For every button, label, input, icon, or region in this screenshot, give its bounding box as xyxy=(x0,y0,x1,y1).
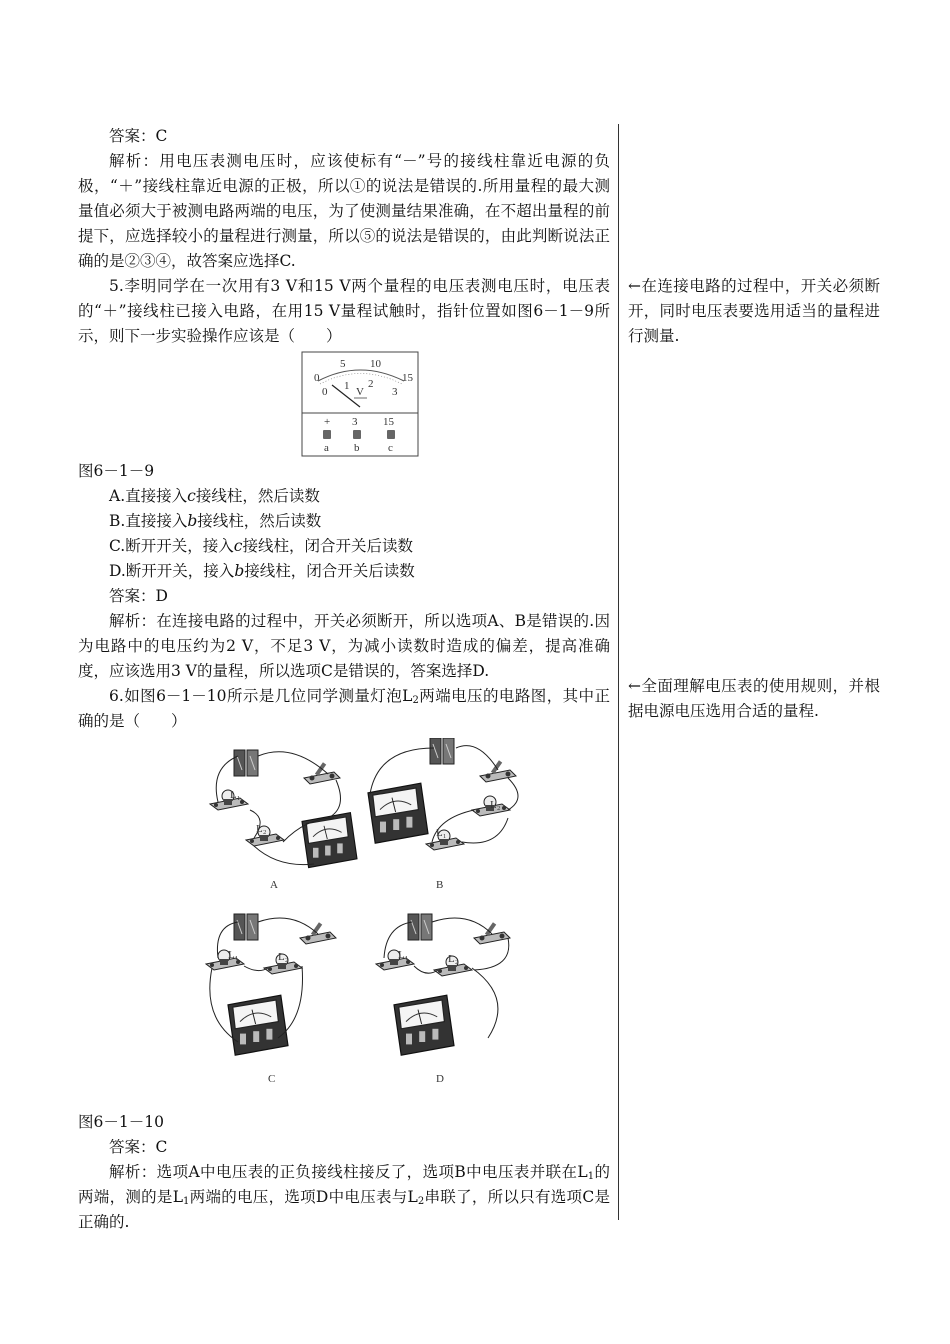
voltmeter-diagram xyxy=(78,351,610,459)
q5-option-d: D.断开开关，接入b接线柱，闭合开关后读数 xyxy=(109,562,415,580)
scale-bottom-0: 0 xyxy=(322,386,328,398)
q4-analysis: 解析：用电压表测电压时，应该使标有“－”号的接线柱靠近电源的负极，“＋”接线柱靠近电源的正极，所以①的说法是错误的.所用量程的最大测量值必须大于被测电路两端的电压，为了使测量结果准确，在不超出量程的前提下，应选择较小的量程进行测量，所以⑤的说法是错误的，由此判断说法正确的是②③④，故答案应选择C. xyxy=(78,152,610,270)
svg-text:L₁: L₁ xyxy=(398,949,409,961)
scale-bottom-2: 2 xyxy=(368,378,374,390)
terminal-a: a xyxy=(324,442,329,454)
panel-label-a: A xyxy=(270,879,278,891)
scale-top-15: 15 xyxy=(402,372,413,384)
svg-text:L₁: L₁ xyxy=(436,827,447,839)
q5-answer: 答案：D xyxy=(109,587,168,605)
scale-top-5: 5 xyxy=(340,358,346,370)
terminal-3: 3 xyxy=(352,416,358,428)
q5-option-b: B.直接接入b接线柱，然后读数 xyxy=(109,512,322,530)
svg-text:L₂: L₂ xyxy=(448,953,459,965)
panel-d xyxy=(376,914,510,1085)
panel-label-d: D xyxy=(436,1073,444,1085)
q5-option-c: C.断开开关，接入c接线柱，闭合开关后读数 xyxy=(109,537,413,555)
column-divider xyxy=(618,124,619,1220)
q5-analysis: 解析：在连接电路的过程中，开关必须断开，所以选项A、B是错误的.因为电路中的电压约为2 V，不足3 V，为减小读数时造成的偏差，提高准确度，应该选用3 V的量程，所以选项C是错误的，答案选择D. xyxy=(78,612,610,680)
terminal-b: b xyxy=(354,442,360,454)
svg-text:L₁: L₁ xyxy=(230,789,241,801)
panel-label-b: B xyxy=(436,879,444,891)
q6-side-note: ←全面理解电压表的使用规则，并根据电源电压选用合适的量程. xyxy=(628,677,880,720)
figure-6-1-10 xyxy=(78,738,610,1110)
panel-b xyxy=(368,738,518,891)
q5-stem: 5.李明同学在一次用有3 V和15 V两个量程的电压表测电压时，电压表的“＋”接线柱已接入电路，在用15 V量程试触时，指针位置如图6－1－9所示，则下一步实验操作应该是（ ） xyxy=(78,277,610,345)
terminal-c: c xyxy=(388,442,393,454)
terminal-plus: + xyxy=(324,416,331,428)
scale-top-10: 10 xyxy=(370,358,381,370)
q6-answer: 答案：C xyxy=(109,1138,168,1156)
svg-text:L₂: L₂ xyxy=(256,823,267,835)
svg-text:L₂: L₂ xyxy=(490,799,501,811)
panel-label-c: C xyxy=(268,1073,276,1085)
scale-bottom-3: 3 xyxy=(392,386,398,398)
svg-text:L₂: L₂ xyxy=(278,951,289,963)
svg-text:L₁: L₁ xyxy=(228,949,239,961)
q4-answer: 答案：C xyxy=(109,127,168,145)
figure-6-1-9-caption: 图6－1－9 xyxy=(78,462,155,480)
unit-label: V xyxy=(356,386,364,398)
panel-a xyxy=(210,750,357,891)
terminal-15: 15 xyxy=(383,416,394,428)
q6-analysis: 解析：选项A中电压表的正负接线柱接反了，选项B中电压表并联在$L_1$的两端，测的是$L_1$两端的电压，选项D中电压表与$L_2$串联了，所以只有选项C是正确的. xyxy=(78,1163,610,1231)
panel-c xyxy=(206,914,336,1085)
q5-option-a: A.直接接入c接线柱，然后读数 xyxy=(109,487,320,505)
scale-top-0: 0 xyxy=(314,372,320,384)
figure-6-1-9 xyxy=(78,351,610,459)
figure-6-1-10-caption: 图6－1－10 xyxy=(78,1113,164,1131)
circuit-diagrams xyxy=(78,738,610,1110)
q5-side-note: ←在连接电路的过程中，开关必须断开，同时电压表要选用适当的量程进行测量. xyxy=(628,277,880,345)
main-column xyxy=(78,124,610,1235)
scale-bottom-1: 1 xyxy=(344,380,350,392)
q6-stem: 6.如图6－1－10所示是几位同学测量灯泡$L_2$两端电压的电路图，其中正确的是（ ） xyxy=(78,687,610,730)
